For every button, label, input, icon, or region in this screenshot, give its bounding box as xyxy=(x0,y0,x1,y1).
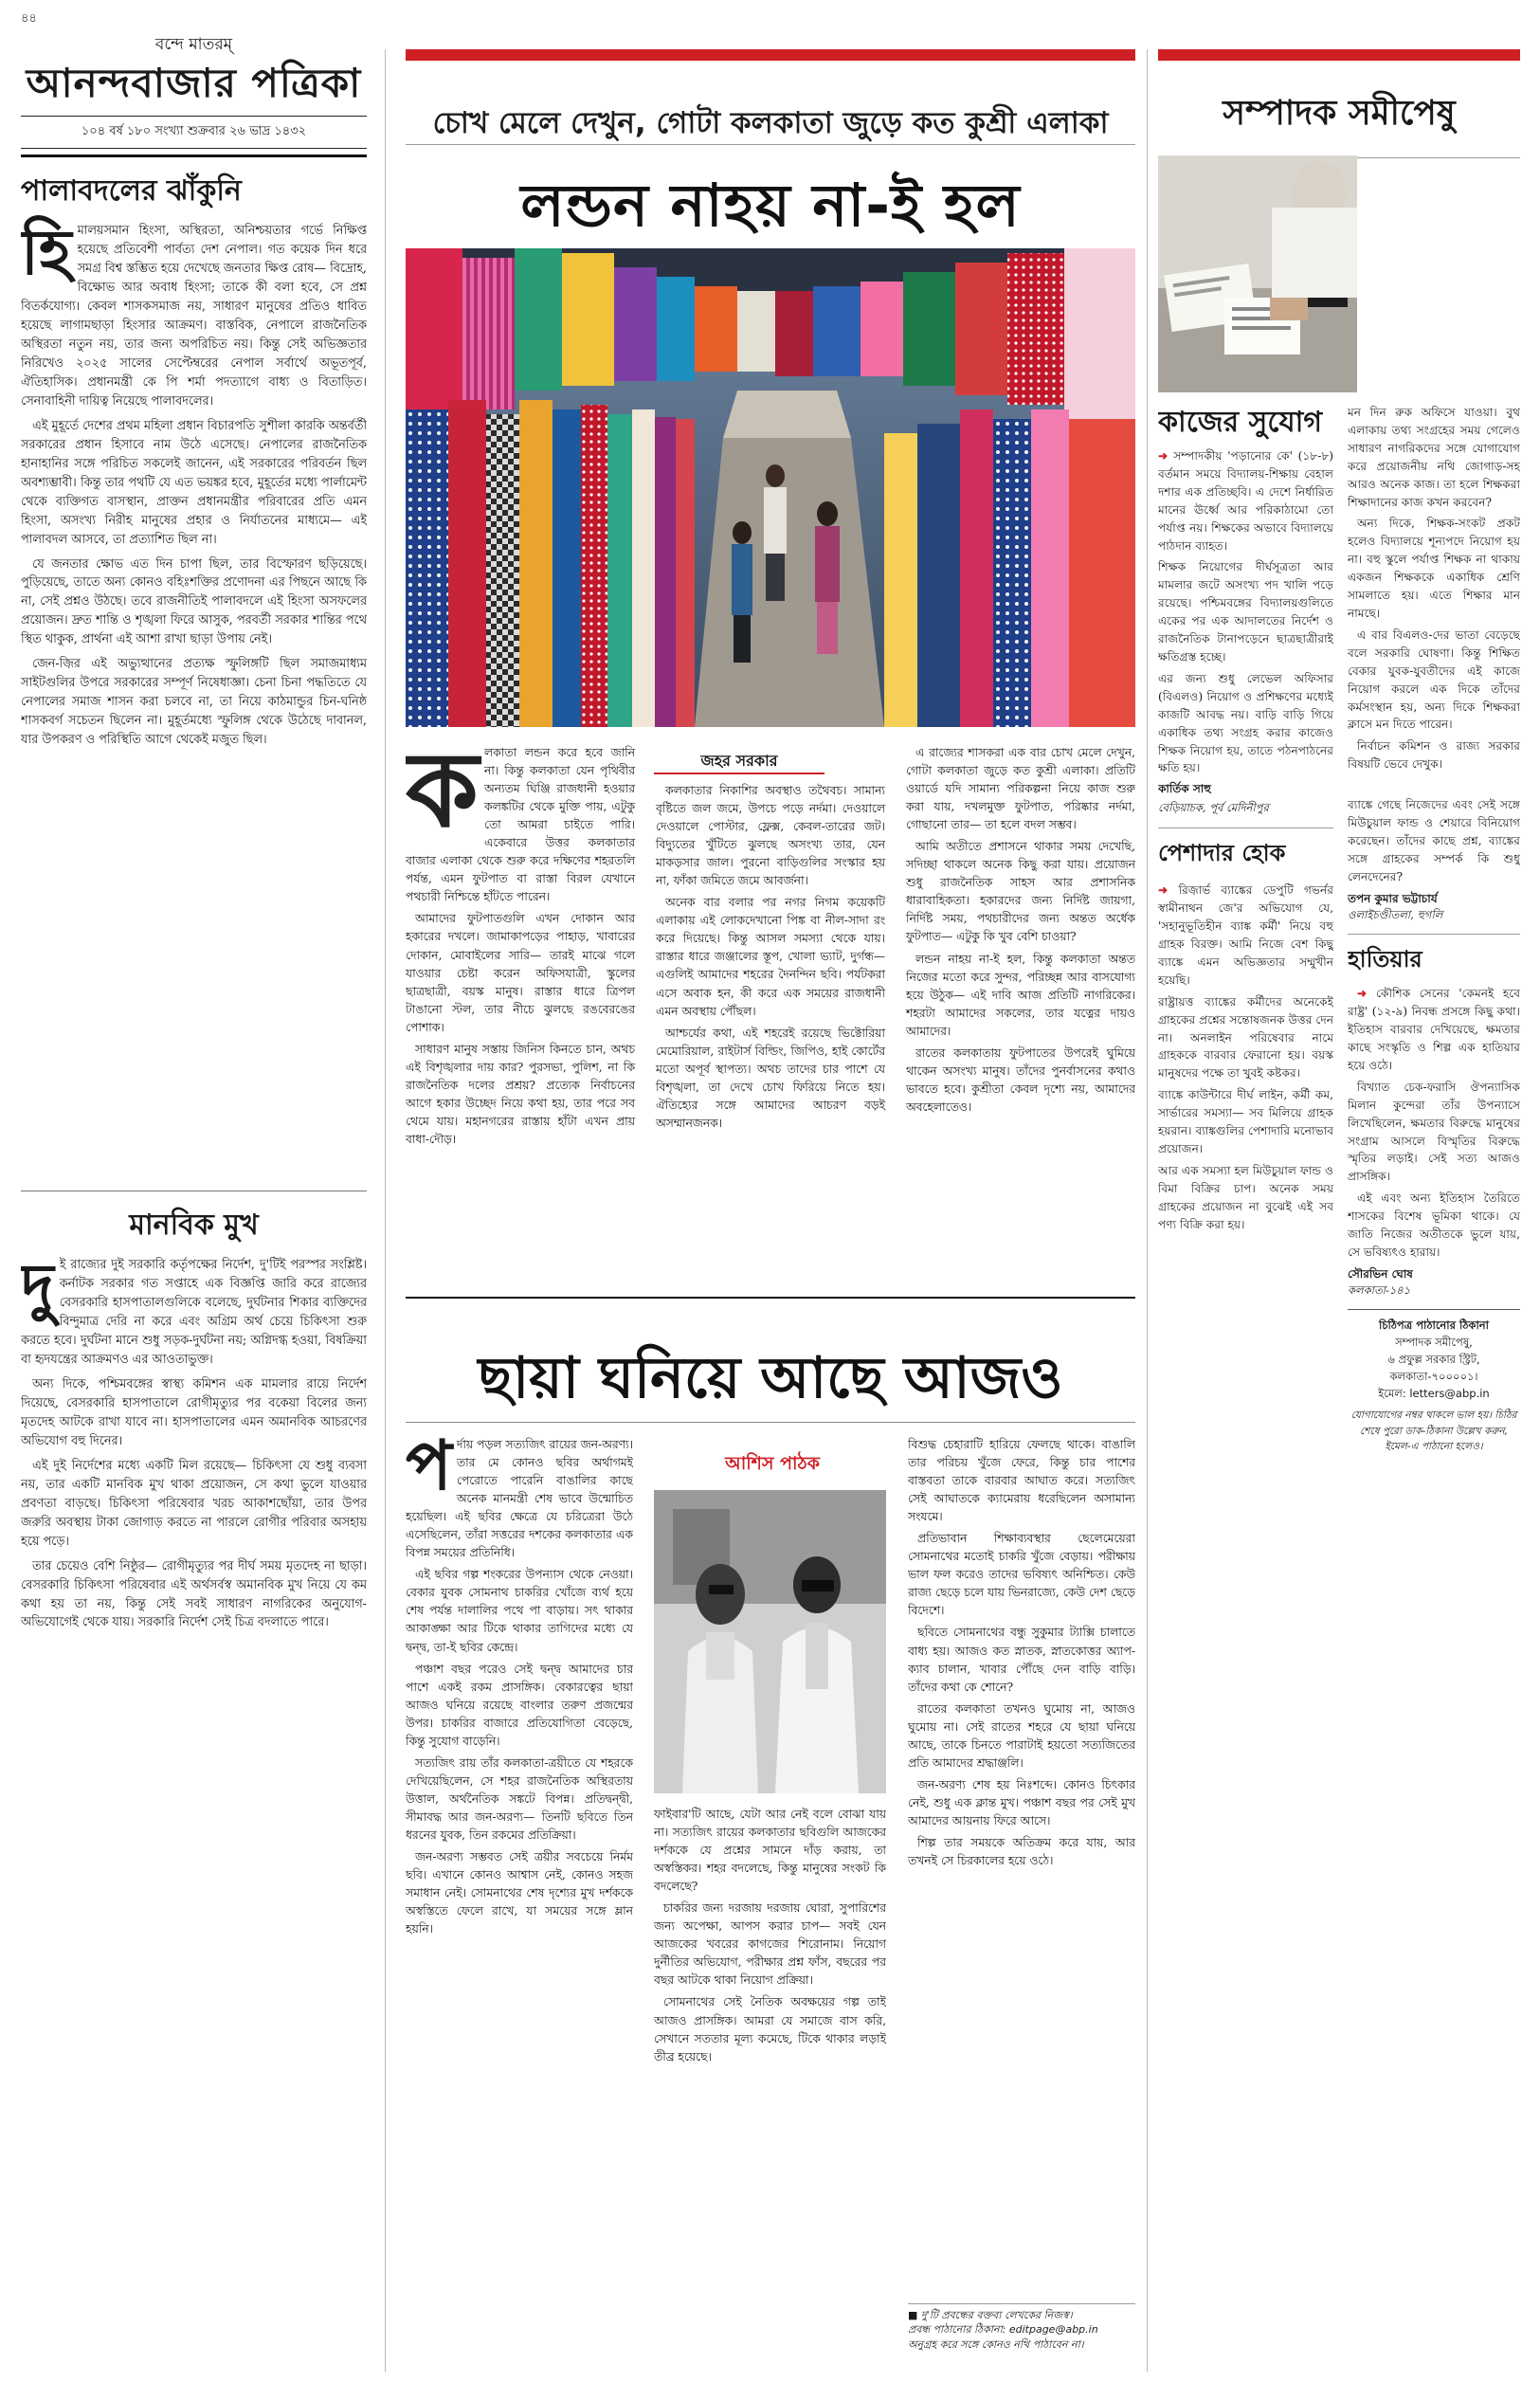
article-headline: লন্ডন নাহয় না-ই হল xyxy=(520,171,1021,240)
letter-para: এই এবং অন্য ইতিহাস তৈরিতে শাসকের বিশেষ ভূমিকা থাকে। যে জাতি নিজের অতীতকে ভুলে যায়, সে ভবিষ্যৎও হারায়। xyxy=(1348,1191,1520,1259)
article-para: আমি অতীতে প্রশাসনে থাকার সময় দেখেছি, সদিচ্ছা থাকলে অনেক কিছু করা যায়। প্রয়োজন শুধু রাজনৈতিক সাহস আর প্রশাসনিক ধারাবাহিকতা। হকারদের জন্য নির্দিষ্ট জায়গা, নির্দিষ্ট সময়, পথচারীদের জন্য অন্তত অর্ধেক ফুটপাত— এটুকু কি খুব বেশি চাওয়া? xyxy=(906,840,1135,944)
address-line: কলকাতা-৭০০০০১। xyxy=(1389,1369,1478,1383)
article-2-para: জন-অরণ্য সম্ভবত সেই ত্রয়ীর সবচেয়ে নির্মম ছবি। এখানে কোনও আশ্বাস নেই, কোনও সহজ সমাধান নেই। সোমনাথের শেষ দৃশ্যের মুখ দর্শককে অস্বস্তিতে ফেলে রাখে, যা সময়ের সঙ্গে ম্লান হয়নি। xyxy=(406,1850,633,1937)
address-email[interactable]: ইমেল: letters@abp.in xyxy=(1378,1386,1490,1400)
editorial-1-para: জেন-জ়ির এই অভ্যুত্থানের প্রত্যক্ষ স্ফুলিঙ্গটি ছিল সমাজমাধ্যম সাইটগুলির উপরে সরকারের সম্পূর্ণ নিষেধাজ্ঞা। চেনা চিনা পদ্ধতিতে যে নেপালের সমাজ শাসন করা চলবে না, তা নিয়ে কাঠমান্ডুর চিন-ঘনিষ্ঠ শাসকবর্গ সচেতন ছিলেন না। মুহূর্তমধ্যে স্ফুলিঙ্গ থেকে উঠেছে দাবানল, যার উপকরণ ও পরিস্থিতি আগে থেকেই মজুত ছিল। xyxy=(21,657,367,748)
arrow-icon: ➜ xyxy=(1357,987,1377,1001)
letter-3-heading: হাতিয়ার xyxy=(1348,934,1520,977)
article-2-column-2 xyxy=(654,1806,886,2360)
editorial-1-para: মালয়সমান হিংসা, অস্থিরতা, অনিশ্চয়তার গর্ভে নিক্ষিপ্ত হয়েছে প্রতিবেশী পার্বত্য দেশ নেপাল। গত কয়েক দিন ধরে সমগ্র বিশ্ব স্তম্ভিত হয়ে দেখেছে জনতার ক্ষিপ্ত রোষ— বিদ্রোহ, বিক্ষোভ আর অবাধ হিংসা; তাকে কী বলা হবে, সে প্রশ্ন বিতর্কযোগ্য। কেবল শাসকসমাজ নয়, সাধারণ মানুষের প্রতিও ধাবিত হয়েছে লাগামছাড়া হিংসার আক্রমণ। বাস্তবিক, নেপালে রাজনৈতিক অস্থিরতা নতুন নয়, তার জন্য অপরিচিত নয়। কিন্তু সেই অভিজ্ঞতার নিরিখেও ২০২৫ সালের সেপ্টেম্বরের নেপাল সর্বার্থে অভূতপূর্ব, ঐতিহাসিক। প্রধানমন্ত্রী কে পি শর্মা পদত্যাগে বাধ্য ও বিতাড়িত। সেনাবাহিনী দায়িত্ব নিয়েছে পালাবদলের। xyxy=(21,224,367,409)
letter-3-signature: সৌরভিন ঘোষ xyxy=(1348,1266,1413,1281)
photo-spacer xyxy=(1348,155,1520,404)
article-dropcap: ক xyxy=(406,744,479,850)
masthead-title: আনন্দবাজার পত্রিকা xyxy=(26,60,362,106)
letter-2-location: ওলাইচণ্ডীতলা, হুগলি xyxy=(1348,908,1443,922)
letter-para: ব্যাঙ্কে কাউন্টারে দীর্ঘ লাইন, কর্মী কম, সার্ভারের সমস্যা— সব মিলিয়ে গ্রাহক হয়রান। ব্যাঙ্কগুলির পেশাদারি মনোভাব প্রয়োজন। xyxy=(1158,1088,1333,1155)
article-2-para: প্রতিভাবান শিক্ষাব্যবস্থার ছেলেমেয়েরা সোমনাথের মতোই চাকরি খুঁজে বেড়ায়। পরীক্ষায় ভাল ফল করেও তাদের ভবিষ্যৎ অনিশ্চিত। কেউ রাজ্য ছেড়ে চলে যায় ভিনরাজ্যে, কেউ দেশ ছেড়ে বিদেশে। xyxy=(908,1532,1135,1618)
letter-1-body xyxy=(1158,447,1333,777)
article-para: আমাদের ফুটপাতগুলি এখন দোকান আর হকারের দখলে। জামাকাপড়ের পাহাড়, খাবারের দোকান, মোবাইলের সারি— তারই মাঝে গলে যাওয়ার চেষ্টা করেন অফিসযাত্রী, স্কুলের ছাত্রছাত্রী, বয়স্ক মানুষ। রাস্তার ধারে ত্রিপল টাঙানো স্টল, তার নীচে ঝুলছে রঙবেরঙের পোশাক। xyxy=(406,912,635,1034)
editorial-1-title: পালাবদলের ঝাঁকুনি xyxy=(21,174,242,209)
address-line: সম্পাদক সমীপেষু, xyxy=(1395,1336,1473,1350)
letter-para xyxy=(1348,985,1520,1075)
arrow-icon: ➜ xyxy=(1158,449,1174,463)
address-line: চিঠিপত্র পাঠানোর ঠিকানা xyxy=(1379,1318,1489,1333)
article-2-para: বিশুদ্ধ চেহারাটি হারিয়ে ফেলছে থাকে। বাঙালি তার পরিচয় খুঁজে ফেরে, কিন্তু চার পাশের বাস্তবতা তাকে বারবার আঘাত করে। সত্যজিৎ সেই আঘাতকে ক্যামেরায় ধরেছিলেন অসামান্য সংযমে। xyxy=(908,1438,1135,1524)
article-para: এ রাজ্যের শাসকরা এক বার চোখ মেলে দেখুন, গোটা কলকাতা জুড়ে কত কুশ্রী এলাকা। প্রতিটি ওয়ার্ডে যদি সামান্য পরিকল্পনা নিয়ে কাজ শুরু করা যায়, দখলমুক্ত ফুটপাত, পরিষ্কার নর্দমা, গোছানো তার— তা হলে বদল সম্ভব। xyxy=(906,746,1135,832)
letter-1-location: বেড়িয়াচক, পূর্ব মেদিনীপুর xyxy=(1158,801,1269,815)
editorial-1 xyxy=(21,157,367,1162)
letter-para: শিক্ষক নিয়োগের দীর্ঘসূত্রতা আর মামলার জটে অসংখ্য পদ খালি পড়ে রয়েছে। পশ্চিমবঙ্গের বিদ্যালয়গুলিতে একের পর এক আদালতের নির্দেশ ও রাজনৈতিক টানাপড়েনে ছাত্রছাত্রীরাই ক্ষতিগ্রস্ত হচ্ছে। xyxy=(1158,560,1333,664)
article-2-para: রাতের কলকাতা তখনও ঘুমোয় না, আজও ঘুমোয় না। সেই রাতের শহরে যে ছায়া ঘনিয়ে আছে, তাকে চিনতে পারাটাই হয়তো সত্যজিতের প্রতি আমাদের শ্রদ্ধাঞ্জলি। xyxy=(908,1701,1135,1770)
column-divider xyxy=(1147,49,1148,2372)
editorial-1-para: এই মুহূর্তে দেশের প্রথম মহিলা প্রধান বিচারপতি সুশীলা কারকি অন্তর্বর্তী সরকারের প্রধান হিসাবে নাম উঠে এসেছে। নেপালের রাজনৈতিক হানাহানির সঙ্গে পরিচিত সকলেই জানেন, এই সরকারের পরিবর্তন ছিল অবশ্যম্ভাবী। কিন্তু তার পথটি যে এত ভয়ঙ্কর হবে, মুহূর্তের মধ্যে পার্লামেন্ট থেকে ব্যক্তিগত বাসস্থান, প্রাক্তন প্রধানমন্ত্রীর পরিবারের প্রতি এমন হিংসা, অসংখ্য নিরীহ মানুষের প্রহার ও নির্যাতনের মাধ্যমে— এই পালাবদল আসবে, তা প্রত্যাশিত ছিল না। xyxy=(21,418,367,547)
byline-rule xyxy=(654,773,824,774)
article-2-para: চাকরির জন্য দরজায় দরজায় ঘোরা, সুপারিশের জন্য অপেক্ষা, আপস করার চাপ— সবই যেন আজকের খবরের কাগজের শিরোনাম। নিয়োগ দুর্নীতির অভিযোগ, পরীক্ষার প্রশ্ন ফাঁস, বছরের পর বছর আটকে থাকা নিয়োগ প্রক্রিয়া। xyxy=(654,1901,886,1988)
editorial-2-para: এই দুই নির্দেশের মধ্যে একটি মিল রয়েছে— চিকিৎসা যে শুধু ব্যবসা নয়, তার একটি মানবিক মুখ থাকা প্রয়োজন, সে কথা ভুলে যাওয়ার প্রবণতা বাড়ছে। চিকিৎসা পরিষেবার খরচ আকাশছোঁয়া, তার উপর জরুরি অবস্থায় টাকা জোগাড় করতে না পারলে রোগীর পরিবার অসহায় হয়ে পড়ে। xyxy=(21,1458,367,1549)
arrow-icon: ➜ xyxy=(1158,883,1179,898)
article-para: লন্ডন নাহয় না-ই হল, কিন্তু কলকাতা অন্তত নিজের মতো করে সুন্দর, পরিচ্ছন্ন আর বাসযোগ্য হয়ে উঠুক— এই দাবি আজ প্রতিটি নাগরিকের। শহরটা আমাদের সকলের, তার যত্নের দায়ও আমাদের। xyxy=(906,952,1135,1038)
editorial-2 xyxy=(21,1205,367,2020)
left-column xyxy=(21,28,367,2370)
letters-section-title: সম্পাদক সমীপেষু xyxy=(1223,94,1456,133)
footnote-line: প্রবন্ধ পাঠানোর ঠিকানা: editpage@abp.in xyxy=(908,2323,1098,2337)
letter-para: এর জন্য শুধু লেভেল অফিসার (বিএলও) নিয়োগ ও প্রশিক্ষণের মধ্যেই কাজটি আবদ্ধ নয়। বাড়ি বাড়ি গিয়ে একাধিক তথ্য সংগ্রহ করার কাজেও শিক্ষক নিয়োগ হয়, তাতে পঠনপাঠনের ক্ষতি হয়। xyxy=(1158,671,1333,775)
column-divider xyxy=(385,49,386,2372)
article-2-para: সত্যজিৎ রায় তাঁর কলকাতা-ত্রয়ীতে যে শহরকে দেখিয়েছিলেন, সে শহর রাজনৈতিক অস্থিরতায় উত্তাল, অর্থনৈতিক সঙ্কটে বিপন্ন। প্রতিদ্বন্দ্বী, সীমাবদ্ধ আর জন-অরণ্য— তিনটি ছবিতে তিন ধরনের যুবক, তিন রকমের প্রতিক্রিয়া। xyxy=(406,1755,633,1842)
editorial-2-title: মানবিক মুখ xyxy=(129,1209,259,1243)
page-number: ৪৪ xyxy=(21,10,37,25)
letter-para xyxy=(1158,447,1333,555)
editorial-2-dropcap: দু xyxy=(21,1250,54,1324)
article-2-para: ফাইবার'টি আছে, যেটা আর নেই বলে বোঝা যায় না। সত্যজিৎ রায়ের কলকাতার ছবিগুলি আজকের দর্শককে যে প্রশ্নের সামনে দাঁড় করায়, তা অস্বস্তিকর। শহর বদলেছে, কিন্তু মানুষের সংকট কি বদলেছে? xyxy=(654,1808,886,1894)
article-2-dropcap: প xyxy=(406,1436,452,1505)
letter-para: নির্বাচন কমিশন ও রাজ্য সরকার বিষয়টি ভেবে দেখুক। xyxy=(1348,739,1520,772)
editorial-2-para: অন্য দিকে, পশ্চিমবঙ্গের স্বাস্থ্য কমিশন এক মামলার রায়ে নির্দেশ দিয়েছে, বেসরকারি হাসপাতালে রোগীমৃত্যুর পর বকেয়া বিলের জন্য মৃতদেহ আটকে রাখা যাবে না। হাসপাতালের এমন অমানবিক আচরণের অভিযোগ বহু দিনের। xyxy=(21,1377,367,1448)
masthead-motto: বন্দে মাতরম্ xyxy=(154,35,233,54)
clothes-market-image xyxy=(406,248,1135,727)
letter-para: ব্যাঙ্কে গেছে নিজেদের এবং সেই সঙ্গে মিউচুয়াল ফান্ড ও শেয়ারে বিনিয়োগ করেছেন। তাঁদের কাছে প্রশ্ন, ব্যাঙ্কের সঙ্গে গ্রাহকের সম্পর্ক কি শুধু লেনদেনের? xyxy=(1348,798,1520,883)
letter-para-text: কৌশিক সেনের 'কেমনই হবে রাষ্ট্র' (১২-৯) নিবন্ধ প্রসঙ্গে কিছু কথা। ইতিহাস বারবার দেখিয়েছে, ক্ষমতার কাছে সংস্কৃতি ও শিল্প এক হাতিয়ার হয়ে ওঠে। xyxy=(1348,987,1520,1072)
article-2-para: শিল্প তার সময়কে অতিক্রম করে যায়, আর তখনই সে চিরকালের হয়ে ওঠে। xyxy=(908,1835,1135,1868)
article-2-column-3 xyxy=(908,1436,1135,2289)
market-stall-photo xyxy=(406,248,1135,727)
article-2-author: আশিস পাঠক xyxy=(725,1453,820,1474)
letters-photo xyxy=(1158,155,1357,392)
letter-3-body xyxy=(1348,985,1520,1262)
letter-2-signature: তপন কুমার ভট্টাচার্য xyxy=(1348,891,1438,905)
article-2-para: সোমনাথের সেই নৈতিক অবক্ষয়ের গল্প তাই আজও প্রাসঙ্গিক। আমরা যে সমাজে বাস করি, সেখানে সততার মূল্য কমেছে, টিকে থাকার লড়াই তীব্র হয়েছে। xyxy=(654,1995,886,2064)
top-accent-bar xyxy=(406,49,1135,61)
article-2-para: জন-অরণ্য শেষ হয় নিঃশব্দে। কোনও চিৎকার নেই, শুধু এক ক্লান্ত মুখ। পঞ্চাশ বছর পর সেই মুখ আমাদের আয়নায় ফিরে আসে। xyxy=(908,1777,1135,1827)
article-kicker: চোখ মেলে দেখুন, গোটা কলকাতা জুড়ে কত কুশ্রী এলাকা xyxy=(432,106,1109,140)
editorial-1-dropcap: হি xyxy=(21,216,72,290)
letter-1-signature: কার্তিক সাহু xyxy=(1158,782,1211,796)
article-para: লকাতা লন্ডন করে হবে জানি না। কিন্তু কলকাতা যেন পৃথিবীর অন্যতম ঘিঞ্জি রাজধানী হওয়ার কলঙ্কটির থেকে মুক্তি পায়, এটুকু তো আমরা চাইতে পারি। একেবারে উত্তর কলকাতার বাজার এলাকা থেকে শুরু করে দক্ষিণের শহরতলি পর্যন্ত, এমন ফুটপাত বা রাস্তা বিরল যেখানে পথচারী নিশ্চিন্তে হাঁটতে পারেন। xyxy=(406,746,635,904)
letter-para xyxy=(1158,882,1333,989)
article-2-column-1 xyxy=(406,1436,633,2360)
editorial-2-para: ই রাজ্যের দুই সরকারি কর্তৃপক্ষের নির্দেশ, দু'টিই পরস্পর সংশ্লিষ্ট। কর্নাটক সরকার গত সপ্তাহে এক বিজ্ঞপ্তি জারি করে রাজ্যের বেসরকারি হাসপাতালগুলিকে বলেছে, দুর্ঘটনার শিকার ব্যক্তিদের বিন্দুমাত্র দেরি না করে এবং অগ্রিম অর্থ চেয়ে চিকিৎসা শুরু করতে হবে। দুর্ঘটনা মানে শুধু সড়ক-দুর্ঘটনা নয়; অগ্নিদগ্ধ হওয়া, বিষক্রিয়া বা হৃদযন্ত্রের আক্রমণও এর আওতাভুক্ত। xyxy=(21,1258,367,1368)
letter-3-location: কলকাতা-১৪১ xyxy=(1348,1283,1411,1298)
letters-address-box xyxy=(1348,1309,1520,1454)
letters-left-column xyxy=(1158,402,1333,2372)
film-still-photo xyxy=(654,1490,886,1793)
article-2-para: এই ছবির গল্প শংকরের উপন্যাস থেকে নেওয়া। বেকার যুবক সোমনাথ চাকরির খোঁজে ব্যর্থ হয়ে শেষ পর্যন্ত দালালির পথে পা বাড়ায়। সৎ থাকার আকাঙ্ক্ষা আর টিকে থাকার তাগিদের মধ্যে যে দ্বন্দ্ব, তা-ই ছবির কেন্দ্রে। xyxy=(406,1568,633,1654)
footnote-line: অনুগ্রহ করে সঙ্গে কোনও নথি পাঠাবেন না। xyxy=(908,2337,1084,2351)
article-2-para: ছবিতে সোমনাথের বন্ধু সুকুমার ট্যাক্সি চালাতে বাধ্য হয়। আজও কত স্নাতক, স্নাতকোত্তর অ্যাপ-ক্যাব চালান, খাবার পৌঁছে দেন বাড়ি বাড়ি। তাঁদের কথা কে শোনে? xyxy=(908,1626,1135,1694)
editorial-2-body xyxy=(21,1250,367,1632)
article-body xyxy=(406,744,1135,1270)
article-para: সাধারণ মানুষ সস্তায় জিনিস কিনতে চান, অথচ এই বিশৃঙ্খলার দায় কার? পুরসভা, পুলিশ, না কি রাজনৈতিক দলের প্রশ্রয়? প্রত্যেক নির্বাচনের আগে হকার উচ্ছেদ নিয়ে কথা হয়, তার পরে সব থেমে যায়। মহানগরের রাস্তায় হাঁটা এখন প্রায় বাধা-দৌড়। xyxy=(406,1042,635,1146)
section-rule xyxy=(406,1422,1135,1423)
letter-para-text: সম্পাদকীয় 'পড়ানোর কে' (১৮-৮) বর্তমান সময়ে বিদ্যালয়-শিক্ষায় বেহাল দশার এক প্রতিচ্ছবি। এ দেশে নির্ধারিত মানের ঊর্ধ্বে আর পরিকাঠামো তো পর্যাপ্ত নয়। শিক্ষকের অভাবে বিদ্যালয়ে পাঠদান ব্যাহত। xyxy=(1158,449,1333,553)
editorial-2-para: তার চেয়েও বেশি নিষ্ঠুর— রোগীমৃত্যুর পর দীর্ঘ সময় মৃতদেহ না ছাড়া। বেসরকারি চিকিৎসা পরিষেবার এই অর্থসর্বস্ব অমানবিক মুখ নিয়ে যে কম কথা হয় তা নয়, কিন্তু সেই সবই সাধারণ নাগরিকের অনুযোগ-অভিযোগেই থেকে যায়। সরকারি নির্দেশ সেই চিত্র বদলাতে পারে। xyxy=(21,1558,367,1630)
article-para: অনেক বার বলার পর নগর নিগম কয়েকটি এলাকায় এই লোকদেখানো পিঙ্ক বা নীল-সাদা রং করে দিয়েছে। কিন্তু আসল সমস্যা থেকে যায়। রাস্তার ধারে জঞ্জালের স্তূপ, খোলা ভ্যাট, দুর্গন্ধ— এগুলিই আমাদের শহরের দৈনন্দিন ছবি। পর্যটকরা এসে অবাক হন, কী করে এক সময়ের রাজধানী এমন অবস্থায় পৌঁছল। xyxy=(656,896,885,1018)
letter-para: অন্য দিকে, শিক্ষক-সংকট প্রকট হলেও বিদ্যালয়ে শূন্যপদে নিয়োগ হয় না। বহু স্কুলে পর্যাপ্ত শিক্ষক না থাকায় একজন শিক্ষককে একাধিক শ্রেণি সামলাতে হয়। এতে শিক্ষার মান নামছে। xyxy=(1348,517,1520,620)
letter-para: রাষ্ট্রায়ত্ত ব্যাঙ্কের কর্মীদের অনেকেই গ্রাহকের প্রশ্নের সন্তোষজনক উত্তর দেন না। অনলাইন পরিষেবার নামে গ্রাহককে বারবার ফেরানো হয়। বয়স্ক মানুষদের পক্ষে তা খুবই কষ্টকর। xyxy=(1158,994,1333,1081)
issue-line: ১০৪ বর্ষ ১৮০ সংখ্যা শুক্রবার ২৬ ভাদ্র ১৪৩২ xyxy=(21,116,367,149)
article-byline: জহর সরকার xyxy=(654,749,824,778)
letter-para: বিখ্যাত চেক-ফরাসি ঔপন্যাসিক মিলান কুন্দেরা তাঁর উপন্যাসে লিখেছিলেন, ক্ষমতার বিরুদ্ধে মানুষের সংগ্রাম আসলে বিস্মৃতির বিরুদ্ধে স্মৃতির লড়াই। সেই সত্য আজও প্রাসঙ্গিক। xyxy=(1348,1080,1520,1184)
document-desk-image xyxy=(1158,155,1357,392)
address-note: যোগাযোগের নম্বর থাকলে ভাল হয়। চিঠির শেষে পুরো ডাক-ঠিকানা উল্লেখ করুন, ইমেল-এ পাঠানো হলেও। xyxy=(1350,1409,1517,1452)
letter-1-heading: কাজের সুযোগ xyxy=(1158,406,1323,439)
gap xyxy=(1348,777,1520,796)
article-footnote xyxy=(908,2303,1135,2352)
film-still-image xyxy=(654,1490,886,1793)
article-para: রাতের কলকাতায় ফুটপাতের উপরেই ঘুমিয়ে থাকেন অসংখ্য মানুষ। তাঁদের পুনর্বাসনের কথাও ভাবতে হবে। কুশ্রীতা কেবল দৃশ্যে নয়, আমাদের অবহেলাতেও। xyxy=(906,1046,1135,1114)
letter-2-body xyxy=(1158,882,1333,1233)
footnote-line: ■ দু'টি প্রবন্ধের বক্তব্য লেখকের নিজস্ব। xyxy=(908,2309,1073,2321)
letter-para: আর এক সমস্যা হল মিউচুয়াল ফান্ড ও বিমা বিক্রির চাপ। অনেক সময় গ্রাহকের প্রয়োজন না বুঝেই এই সব পণ্য বিক্রি করা হয়। xyxy=(1158,1163,1333,1231)
article-2-headline: ছায়া ঘনিয়ে আছে আজও xyxy=(478,1345,1063,1411)
letters-right-column xyxy=(1348,155,1520,2372)
letter-para: এ বার বিএলও-দের ভাতা বেড়েছে বলে সরকারি ঘোষণা। কিন্তু শিক্ষিত বেকার যুবক-যুবতীদের এই কাজে নিয়োগ করলে এক দিকে তাঁদের কর্মসংস্থান হয়, অন্য দিকে শিক্ষকরা ক্লাসে মন দিতে পারেন। xyxy=(1348,627,1520,732)
letter-para: মন দিন রুক অফিসে যাওয়া। বুথ এলাকায় তথ্য সংগ্রহের সময় গেলেও সাধারণ নাগরিকদের সঙ্গে যোগাযোগ করে প্রয়োজনীয় নথি জোগাড়-সহ আরও অনেক কাজ। তা হলে শিক্ষকরা শিক্ষাদানের কাজ কখন করবেন? xyxy=(1348,406,1520,509)
section-rule xyxy=(406,1297,1135,1299)
article-para: আশ্চর্যের কথা, এই শহরেই রয়েছে ভিক্টোরিয়া মেমোরিয়াল, রাইটার্স বিল্ডিং, জিপিও, হাই কোর্টের মতো অপূর্ব স্থাপত্য। অথচ তাদের চার পাশে যে বিশৃঙ্খলা, তা দেখে চোখ ফিরিয়ে নিতে হয়। ঐতিহ্যের সঙ্গে আমাদের আচরণ বড়ই অসম্মানজনক। xyxy=(656,1026,885,1130)
editorial-1-para: যে জনতার ক্ষোভ এত দিন চাপা ছিল, তার বিস্ফোরণ ছড়িয়েছে। পুড়িয়েছে, তাতে অন্য কোনও বহিঃশক্তির প্রণোদনা এর পিছনে আছে কি না, সেই প্রশ্নও উঠছে। তবে রাজনীতিই পালাবদলে এই হিংসা অসফলের প্রয়োজন। দ্রুত শান্তি ও শৃঙ্খলা ফিরে আসুক, পরবর্তী সরকার শান্তির পথে স্থিত থাকুক, প্রার্থনা এই আশা রাখা ছাড়া উপায় নেই। xyxy=(21,556,367,647)
letters-accent-bar xyxy=(1158,49,1520,61)
letter-para-text: রিজ়ার্ভ ব্যাঙ্কের ডেপুটি গভর্নর স্বামীনাথন জে'র অভিযোগ যে, 'সহানুভূতিহীন ব্যাঙ্ক কর্মী' নিয়ে বহু গ্রাহক বিরক্ত। আমি নিজে বেশ কিছু ব্যাঙ্কে এমন অভিজ্ঞতার সম্মুখীন হয়েছি। xyxy=(1158,883,1333,987)
letter-2-heading: পেশাদার হোক xyxy=(1158,827,1333,874)
kicker-rule xyxy=(406,144,1135,145)
editorial-1-body xyxy=(21,216,367,750)
letters-column xyxy=(1158,49,1520,2372)
article-2-para: র্দায় পড়ল সত্যজিৎ রায়ের জন-অরণ্য। তার মে কোনও ছবির অর্থাগমই পেরোতে পারেনি বাঙালির কাছে অনেক মানমন্ত্রী শেষ ভাবে উন্মোচিত হয়েছিল। এই ছবির ক্ষেত্রে যে চরিত্রেরা উঠে এসেছিলেন, তাঁরা সত্তরের দশকের কলকাতার এক বিপন্ন সময়ের প্রতিনিধি। xyxy=(406,1438,633,1560)
article-para: কলকাতার নিকাশির অবস্থাও তথৈবচ। সামান্য বৃষ্টিতে জল জমে, উপচে পড়ে নর্দমা। দেওয়ালে দেওয়ালে পোস্টার, ফ্লেক্স, কেবল-তারের জট। বিদ্যুতের খুঁটিতে ঝুলছে অসংখ্য তার, যেন মাকড়সার জাল। পুরনো বাড়িগুলির সংস্কার হয় না, ফাঁকা জমিতে জমে আবর্জনা। xyxy=(656,784,885,888)
article-2-para: পঞ্চাশ বছর পরেও সেই দ্বন্দ্ব আমাদের চার পাশে একই রকম প্রাসঙ্গিক। বেকারত্বের ছায়া আজও ঘনিয়ে রয়েছে বাংলার তরুণ প্রজন্মের উপর। চাকরির বাজারে প্রতিযোগিতা বেড়েছে, কিন্তু সুযোগ বাড়েনি। xyxy=(406,1662,633,1748)
address-line: ৬ প্রফুল্ল সরকার স্ট্রিট, xyxy=(1387,1352,1480,1366)
